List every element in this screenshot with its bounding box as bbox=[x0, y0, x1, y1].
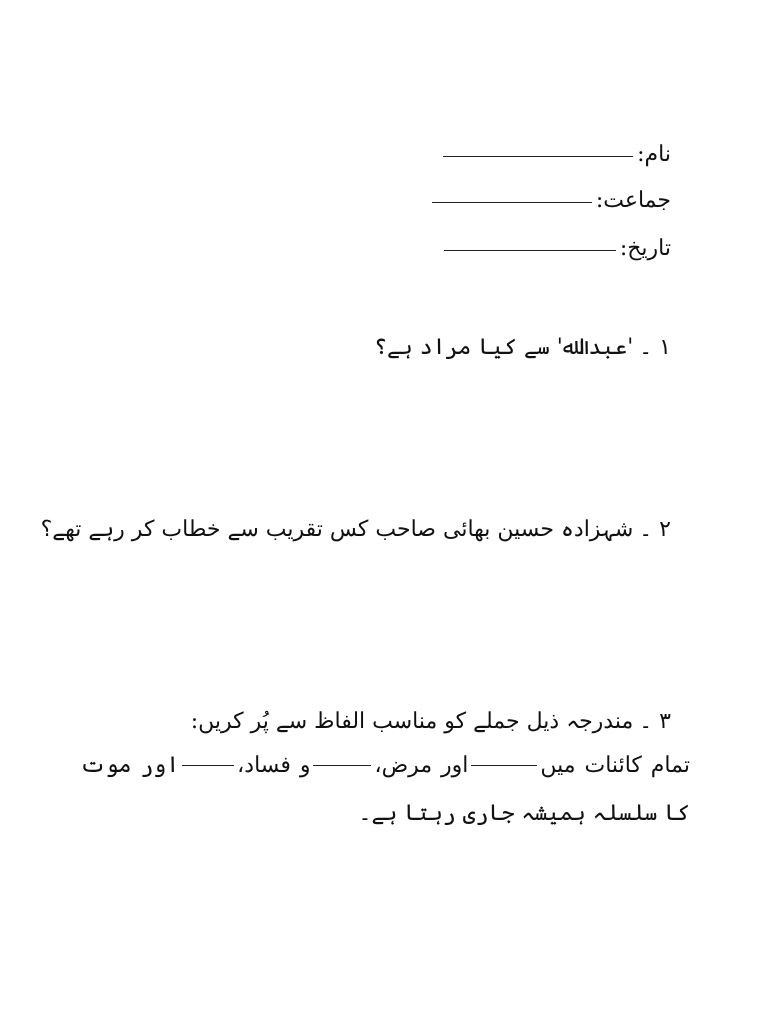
fill-sentence-part-2: اور مرض، bbox=[374, 753, 469, 778]
date-field bbox=[444, 234, 671, 264]
date-blank-line[interactable] bbox=[444, 249, 616, 251]
question-1-text: 'عبداﷲ' سے کیا مراد ہے؟ bbox=[374, 335, 634, 360]
question-3-number: ۳ ۔ bbox=[639, 709, 671, 734]
question-3 bbox=[191, 706, 671, 738]
fill-sentence-part-4: اور موت کا سلسلہ ہمیشہ جاری رہتا ہے۔ bbox=[80, 753, 690, 826]
question-2-text: شہزادہ حسین بھائی صاحب کس تقریب سے خطاب کر رہے تھے؟ bbox=[40, 517, 634, 542]
question-2-number: ۲ ۔ bbox=[639, 517, 671, 542]
fill-sentence-part-1: تمام کائنات میں bbox=[540, 753, 690, 778]
question-1-number: ۱ ۔ bbox=[639, 335, 671, 360]
question-2 bbox=[41, 514, 671, 546]
question-3-text: مندرجہ ذیل جملے کو مناسب الفاظ سے پُر کریں: bbox=[190, 709, 634, 734]
name-label: نام: bbox=[637, 142, 671, 167]
class-label: جماعت: bbox=[595, 188, 671, 213]
date-label: تاریخ: bbox=[619, 236, 671, 261]
fill-sentence-part-3: و فساد، bbox=[237, 753, 311, 778]
fill-blank-3[interactable] bbox=[182, 764, 234, 766]
class-field bbox=[432, 186, 671, 216]
fill-blank-2[interactable] bbox=[313, 764, 371, 766]
fill-blank-1[interactable] bbox=[471, 764, 537, 766]
class-blank-line[interactable] bbox=[432, 201, 592, 203]
name-field bbox=[443, 140, 671, 170]
name-blank-line[interactable] bbox=[443, 155, 633, 157]
question-1 bbox=[374, 332, 671, 364]
fill-in-sentence bbox=[80, 742, 690, 838]
